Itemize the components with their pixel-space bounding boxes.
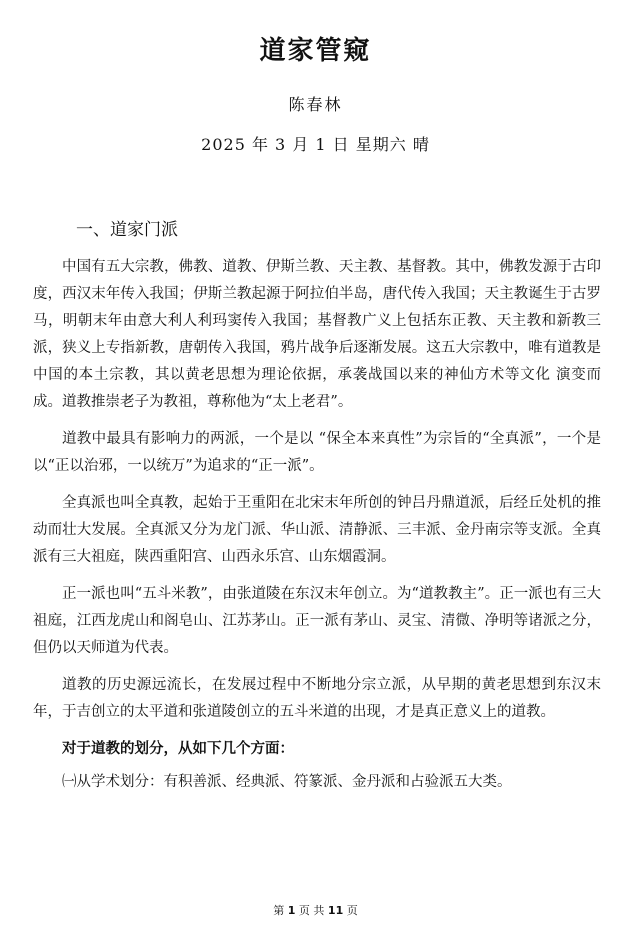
paragraph: 道教的历史源远流长，在发展过程中不断地分宗立派，从早期的黄老思想到东汉末年，于吉创立的太平道和张道陵创立的五斗米道的出现，才是真正意义上的道教。	[33, 677, 601, 720]
author-name: 陈春林	[288, 95, 343, 114]
paragraph: 中国有五大宗教，佛教、道教、伊斯兰教、天主教、基督教。其中，佛教发源于古印度，西汉末年传入我国；伊斯兰教起源于阿拉伯半岛，唐代传入我国；天主教诞生于古罗马，明朝末年由意大利人利玛窦传入我国；基督教广义上包括东正教、天主教和新教三派，狭义上专指新教，唐朝传入我国，鸦片战争后逐渐发展。这五大宗教中，唯有道教是中国的本土宗教，其以黄老思想为理论依据，承袭战国以来的神仙方术等文化 演变而成。道教推崇老子为教祖，尊称他为“太上老君”。	[33, 259, 601, 410]
paragraph: 正一派也叫“五斗米教”，由张道陵在东汉末年创立。为“道教教主”。正一派也有三大祖庭，江西龙虎山和阁皂山、江苏茅山。正一派有茅山、灵宝、清微、净明等诸派之分，但仍以天师道为代表。	[33, 586, 601, 656]
document-body	[33, 254, 601, 806]
paragraph: 全真派也叫全真教，起始于王重阳在北宋末年所创的钟吕丹鼎道派，后经丘处机的推动而壮大发展。全真派又分为龙门派、华山派、清静派、三丰派、金丹南宗等支派。全真派有三大祖庭，陕西重阳宫、山西永乐宫、山东烟霞洞。	[33, 495, 601, 565]
footer-current-page: 1	[287, 904, 296, 917]
document-title: 道家管窥	[259, 36, 372, 66]
footer-total-pages: 11	[327, 904, 344, 917]
footer-mid: 页 共	[298, 904, 325, 917]
bold-intro-line: 对于道教的划分，从如下几个方面：	[62, 741, 294, 757]
page-footer	[0, 902, 631, 918]
footer-suffix: 页	[346, 904, 358, 917]
footer-prefix: 第	[273, 904, 285, 917]
date-line: 2025 年 3 月 1 日 星期六 晴	[201, 135, 430, 154]
list-item: ㈠从学术划分：有积善派、经典派、符篆派、金丹派和占验派五大类。	[62, 774, 512, 790]
paragraph: 道教中最具有影响力的两派，一个是以 “保全本来真性”为宗旨的“全真派”，一个是以“正以治邪，一以统万”为追求的“正一派”。	[33, 431, 601, 474]
section-heading: 一、道家门派	[76, 220, 178, 240]
